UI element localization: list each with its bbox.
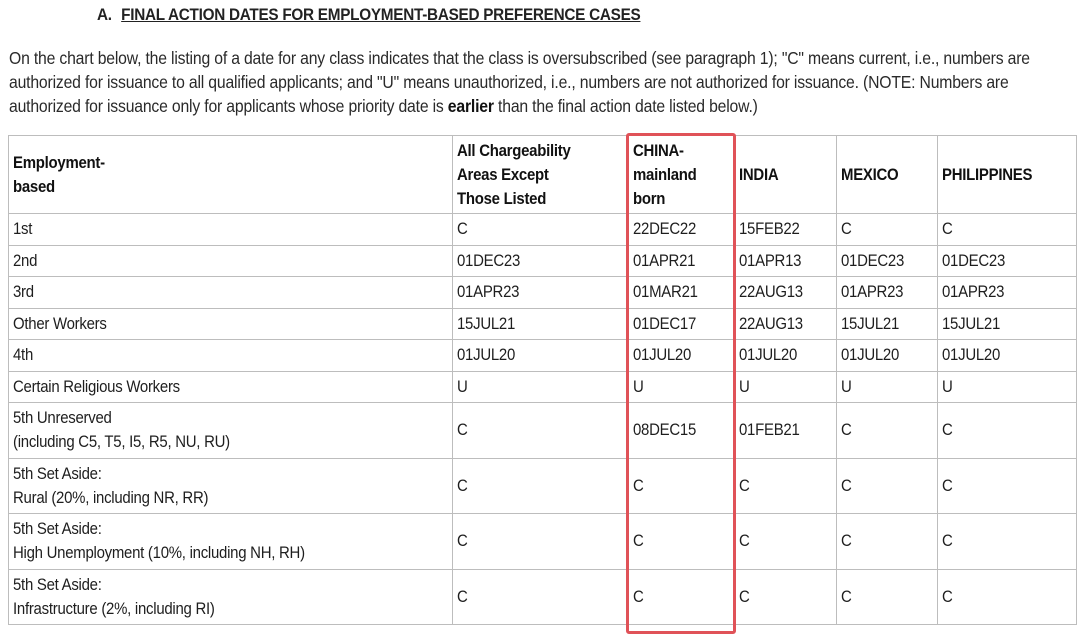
header-mexico: MEXICO — [837, 136, 938, 214]
row-category: Other Workers — [9, 308, 453, 340]
cell-india: U — [735, 371, 837, 403]
intro-bold-word: earlier — [447, 96, 494, 116]
row-category: 2nd — [9, 245, 453, 277]
row-category: Certain Religious Workers — [9, 371, 453, 403]
cell-philippines: 01DEC23 — [938, 245, 1077, 277]
section-title: FINAL ACTION DATES FOR EMPLOYMENT-BASED PREFERENCE CASES — [121, 5, 641, 24]
cell-mexico: 01DEC23 — [837, 245, 938, 277]
cell-all-chargeability: C — [453, 569, 629, 625]
cell-all-chargeability: 01DEC23 — [453, 245, 629, 277]
cell-china: C — [629, 458, 735, 514]
intro-text-2: than the final action date listed below.) — [493, 96, 758, 116]
row-category: 4th — [9, 340, 453, 372]
cell-china: U — [629, 371, 735, 403]
cell-china: 01JUL20 — [629, 340, 735, 372]
cell-mexico: U — [837, 371, 938, 403]
table-row — [9, 569, 1077, 625]
header-all-chargeability: All Chargeability Areas Except Those Listed — [453, 136, 629, 214]
row-category: 3rd — [9, 277, 453, 309]
cell-india: 01JUL20 — [735, 340, 837, 372]
cell-philippines: 01APR23 — [938, 277, 1077, 309]
header-philippines: PHILIPPINES — [938, 136, 1077, 214]
cell-china: 01APR21 — [629, 245, 735, 277]
cell-philippines: C — [938, 569, 1077, 625]
table-row — [9, 371, 1077, 403]
cell-all-chargeability: C — [453, 458, 629, 514]
cell-india: C — [735, 569, 837, 625]
cell-all-chargeability: 01JUL20 — [453, 340, 629, 372]
intro-paragraph — [9, 46, 1044, 118]
row-category: 1st — [9, 214, 453, 246]
final-action-dates-table — [8, 135, 1077, 625]
table-row — [9, 308, 1077, 340]
cell-all-chargeability: C — [453, 214, 629, 246]
cell-all-chargeability: 15JUL21 — [453, 308, 629, 340]
cell-india: C — [735, 514, 837, 570]
cell-china: 22DEC22 — [629, 214, 735, 246]
cell-india: 22AUG13 — [735, 277, 837, 309]
row-category: 5th Set Aside: High Unemployment (10%, including NH, RH) — [9, 514, 453, 570]
cell-india: 01FEB21 — [735, 403, 837, 459]
table-row — [9, 458, 1077, 514]
cell-philippines: 01JUL20 — [938, 340, 1077, 372]
cell-china: C — [629, 569, 735, 625]
table-row — [9, 340, 1077, 372]
cell-philippines: C — [938, 214, 1077, 246]
cell-mexico: 15JUL21 — [837, 308, 938, 340]
cell-all-chargeability: C — [453, 403, 629, 459]
section-letter: A. — [97, 5, 112, 24]
cell-philippines: C — [938, 458, 1077, 514]
cell-india: C — [735, 458, 837, 514]
cell-mexico: 01JUL20 — [837, 340, 938, 372]
cell-mexico: C — [837, 403, 938, 459]
cell-mexico: C — [837, 514, 938, 570]
table-row — [9, 514, 1077, 570]
header-india: INDIA — [735, 136, 837, 214]
row-category: 5th Set Aside: Rural (20%, including NR, RR) — [9, 458, 453, 514]
table-row — [9, 245, 1077, 277]
header-employment-based: Employment- based — [9, 136, 453, 214]
cell-china: C — [629, 514, 735, 570]
table-row — [9, 277, 1077, 309]
cell-mexico: C — [837, 458, 938, 514]
cell-mexico: C — [837, 569, 938, 625]
header-china: CHINA- mainland born — [629, 136, 735, 214]
cell-india: 22AUG13 — [735, 308, 837, 340]
row-category: 5th Set Aside: Infrastructure (2%, including RI) — [9, 569, 453, 625]
cell-india: 15FEB22 — [735, 214, 837, 246]
cell-china: 01DEC17 — [629, 308, 735, 340]
cell-china: 01MAR21 — [629, 277, 735, 309]
table-row — [9, 403, 1077, 459]
intro-text-1: On the chart below, the listing of a date for any class indicates that the class is oversubscribed (see paragraph 1); "C" means current, i.e., numbers are authorized for issuance to all qualified applicants; and "U" means unauthorized, i.e., numbers are not authorized for issuance. (NOTE: Numbers are authorized for issuance only for applicants whose priority date is — [9, 48, 1030, 116]
cell-india: 01APR13 — [735, 245, 837, 277]
cell-all-chargeability: 01APR23 — [453, 277, 629, 309]
section-heading — [97, 5, 640, 25]
cell-all-chargeability: U — [453, 371, 629, 403]
cell-philippines: U — [938, 371, 1077, 403]
table-row — [9, 214, 1077, 246]
cell-philippines: 15JUL21 — [938, 308, 1077, 340]
cell-mexico: 01APR23 — [837, 277, 938, 309]
cell-all-chargeability: C — [453, 514, 629, 570]
cell-philippines: C — [938, 514, 1077, 570]
cell-philippines: C — [938, 403, 1077, 459]
row-category: 5th Unreserved (including C5, T5, I5, R5, NU, RU) — [9, 403, 453, 459]
cell-china: 08DEC15 — [629, 403, 735, 459]
table-header-row — [9, 136, 1077, 214]
cell-mexico: C — [837, 214, 938, 246]
